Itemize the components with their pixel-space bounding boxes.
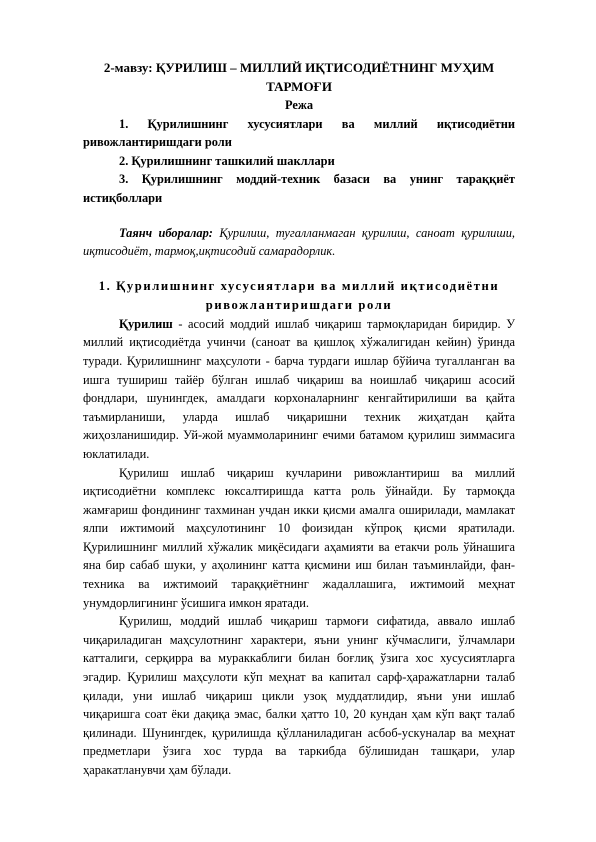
topic-title-line2: ТАРМОҒИ	[266, 79, 332, 94]
paragraph-2: Қурилиш ишлаб чиқариш кучларини ривожлантириш ва миллий иқтисодиётни комплекс юксалтиришда катта роль ўйнайди. Бу тармоқда жамғариш фондининг тахминан учдан икки қисми амалга оширилади, мамлакат ялпи ижтимоий маҳсулотининг 10 фоизидан кўпроқ қисми яратилади. Қурилишнинг миллий хўжалик миқёсидаги аҳамияти ва етакчи роль ўйнашига яна бир сабаб шуки, у аҳолининг катта қисмини иш билан таъминлайди, фан-техника ва ижтимоий тараққиётнинг жадаллашига, ижтимоий меҳнат унумдорлигининг ўсишига имкон яратади.	[83, 465, 515, 610]
section-heading-line1: 1. Қурилишнинг хусусиятлари ва миллий иқтисодиётни	[98, 278, 500, 293]
topic-title-line1: 2-мавзу: ҚУРИЛИШ – МИЛЛИЙ ИҚТИСОДИЁТНИНГ МУҲИМ	[103, 60, 495, 75]
spacer	[83, 261, 515, 277]
document-page	[83, 58, 515, 780]
paragraph-3: Қурилиш, моддий ишлаб чиқариш тармоғи сифатида, аввало ишлаб чиқариладиган маҳсулотнинг характери, яъни унинг кўчмаслиги, ўлчамлари катталиги, серқирра ва мураккаблиги билан боғлиқ ўзига хос хусусиятларга эгадир. Қурилиш маҳсулоти кўп меҳнат ва капитал сарф-ҳаражатларни талаб қилади, уни ишлаб чиқариш цикли узоқ муддатлидир, яъни уни ишлаб чиқаришга соат ёки дақиқа эмас, балки ҳатто 10, 20 кундан ҳам кўп вақт талаб қилинади. Шунингдек, қурилишда қўлланиладиган асбоб-ускуналар ва меҳнат предметлари ўзига хос турда ва таркибда бўлишидан ташқари, улар ҳаракатланувчи ҳам бўлади.	[83, 614, 515, 777]
spacer	[83, 208, 515, 224]
keywords-paragraph	[83, 224, 515, 261]
plan-item-2: 2. Қурилишнинг ташкилий шакллари	[119, 153, 335, 168]
plan-heading: Режа	[284, 98, 314, 112]
keywords-text: Қурилиш, тугалланмаган қурилиш, саноат қурилиши, иқтисодиёт, тармоқ,иқтисодий самарадорлик.	[83, 225, 515, 259]
section-heading	[83, 277, 515, 315]
paragraph-1-text: - асосий моддий ишлаб чиқариш тармоқларидан биридир. У миллий иқтисодиётда учинчи (саноат ва қишлоқ хўжалигидан кейин) ўринда туради. Қурилишнинг маҳсулоти - барча турдаги ишлар бўйича тугалланган ва ишга тушириш тайёр бўлган ишлаб чиқариш ва ноишлаб чиқариш асосий фондлари, шунингдек, амалдаги корхоналарнинг кенгайтирилиши ва қайта таъмирланиши, уларда ишлаб чиқаришни техник жиҳатдан қайта жиҳозланишидир. Уй-жой муаммоларининг ечими батамом қурилиш зиммасига юклатилади.	[83, 316, 515, 461]
topic-title	[83, 58, 515, 96]
paragraph-1-term: Қурилиш	[119, 316, 173, 331]
section-heading-line2: ривожлантиришдаги роли	[205, 297, 393, 312]
keywords-label: Таянч иборалар:	[119, 225, 213, 240]
plan-item-1: 1. Қурилишнинг хусусиятлари ва миллий иқтисодиётни ривожлантиришдаги роли	[83, 116, 515, 150]
paragraph-1	[83, 315, 515, 464]
plan-item-3: 3. Қурилишнинг моддий-техник базаси ва унинг тараққиёт истиқболлари	[83, 172, 515, 205]
